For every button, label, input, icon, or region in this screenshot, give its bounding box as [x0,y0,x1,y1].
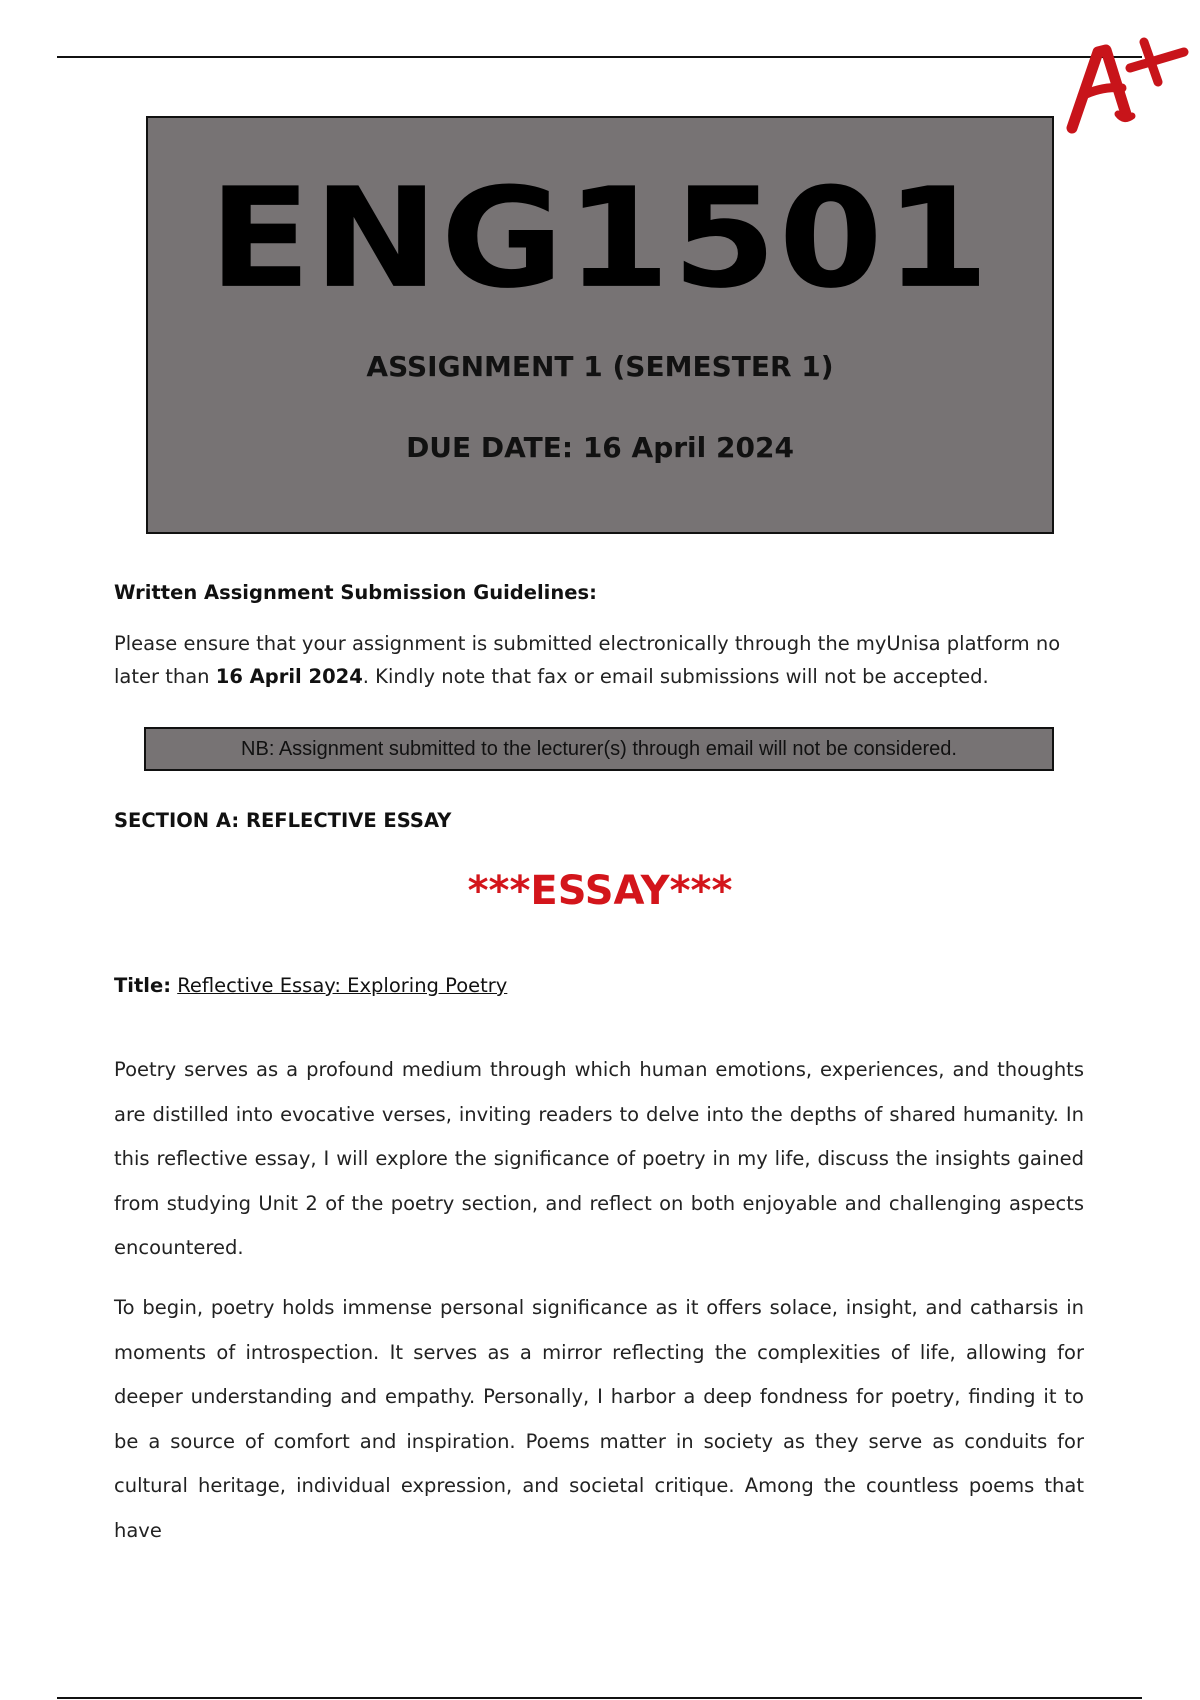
bottom-rule [57,1697,1142,1699]
course-code: ENG1501 [208,158,992,320]
nb-notice: NB: Assignment submitted to the lecturer(s) through email will not be considered. [144,727,1054,771]
guidelines-paragraph [114,627,1074,693]
essay-title-label: Title: [114,974,172,997]
guidelines-heading: Written Assignment Submission Guidelines: [114,581,597,604]
assignment-label: ASSIGNMENT 1 (SEMESTER 1) [366,350,834,383]
essay-paragraph-2: To begin, poetry holds immense personal significance as it offers solace, insight, and catharsis in moments of introspection. It serves as a mirror reflecting the complexities of life, allowing for deeper understanding and empathy. Personally, I harbor a deep fondness for poetry, finding it to be a source of comfort and inspiration. Poems matter in society as they serve as conduits for cultural heritage, individual expression, and societal critique. Among the countless poems that have [114,1296,1084,1542]
section-heading: SECTION A: REFLECTIVE ESSAY [114,809,452,832]
grade-stamp [1060,30,1190,140]
guidelines-due-date: 16 April 2024 [215,665,363,688]
essay-banner: ***ESSAY*** [467,868,733,914]
essay-title-value: Reflective Essay: Exploring Poetry [177,974,508,997]
top-rule [57,56,1142,58]
essay-paragraph-1: Poetry serves as a profound medium through which human emotions, experiences, and thoughts are distilled into evocative verses, inviting readers to delve into the depths of shared humanity. In this reflective essay, I will explore the significance of poetry in my life, discuss the insights gained from studying Unit 2 of the poetry section, and reflect on both enjoyable and challenging aspects encountered. [114,1058,1084,1259]
essay-title [114,974,507,997]
guidelines-text-after: . Kindly note that fax or email submissions will not be accepted. [362,665,989,688]
due-date: DUE DATE: 16 April 2024 [406,431,794,464]
guidelines-text-before: Please ensure that your assignment is submitted electronically through the myUnisa platform no later than [114,632,1061,688]
